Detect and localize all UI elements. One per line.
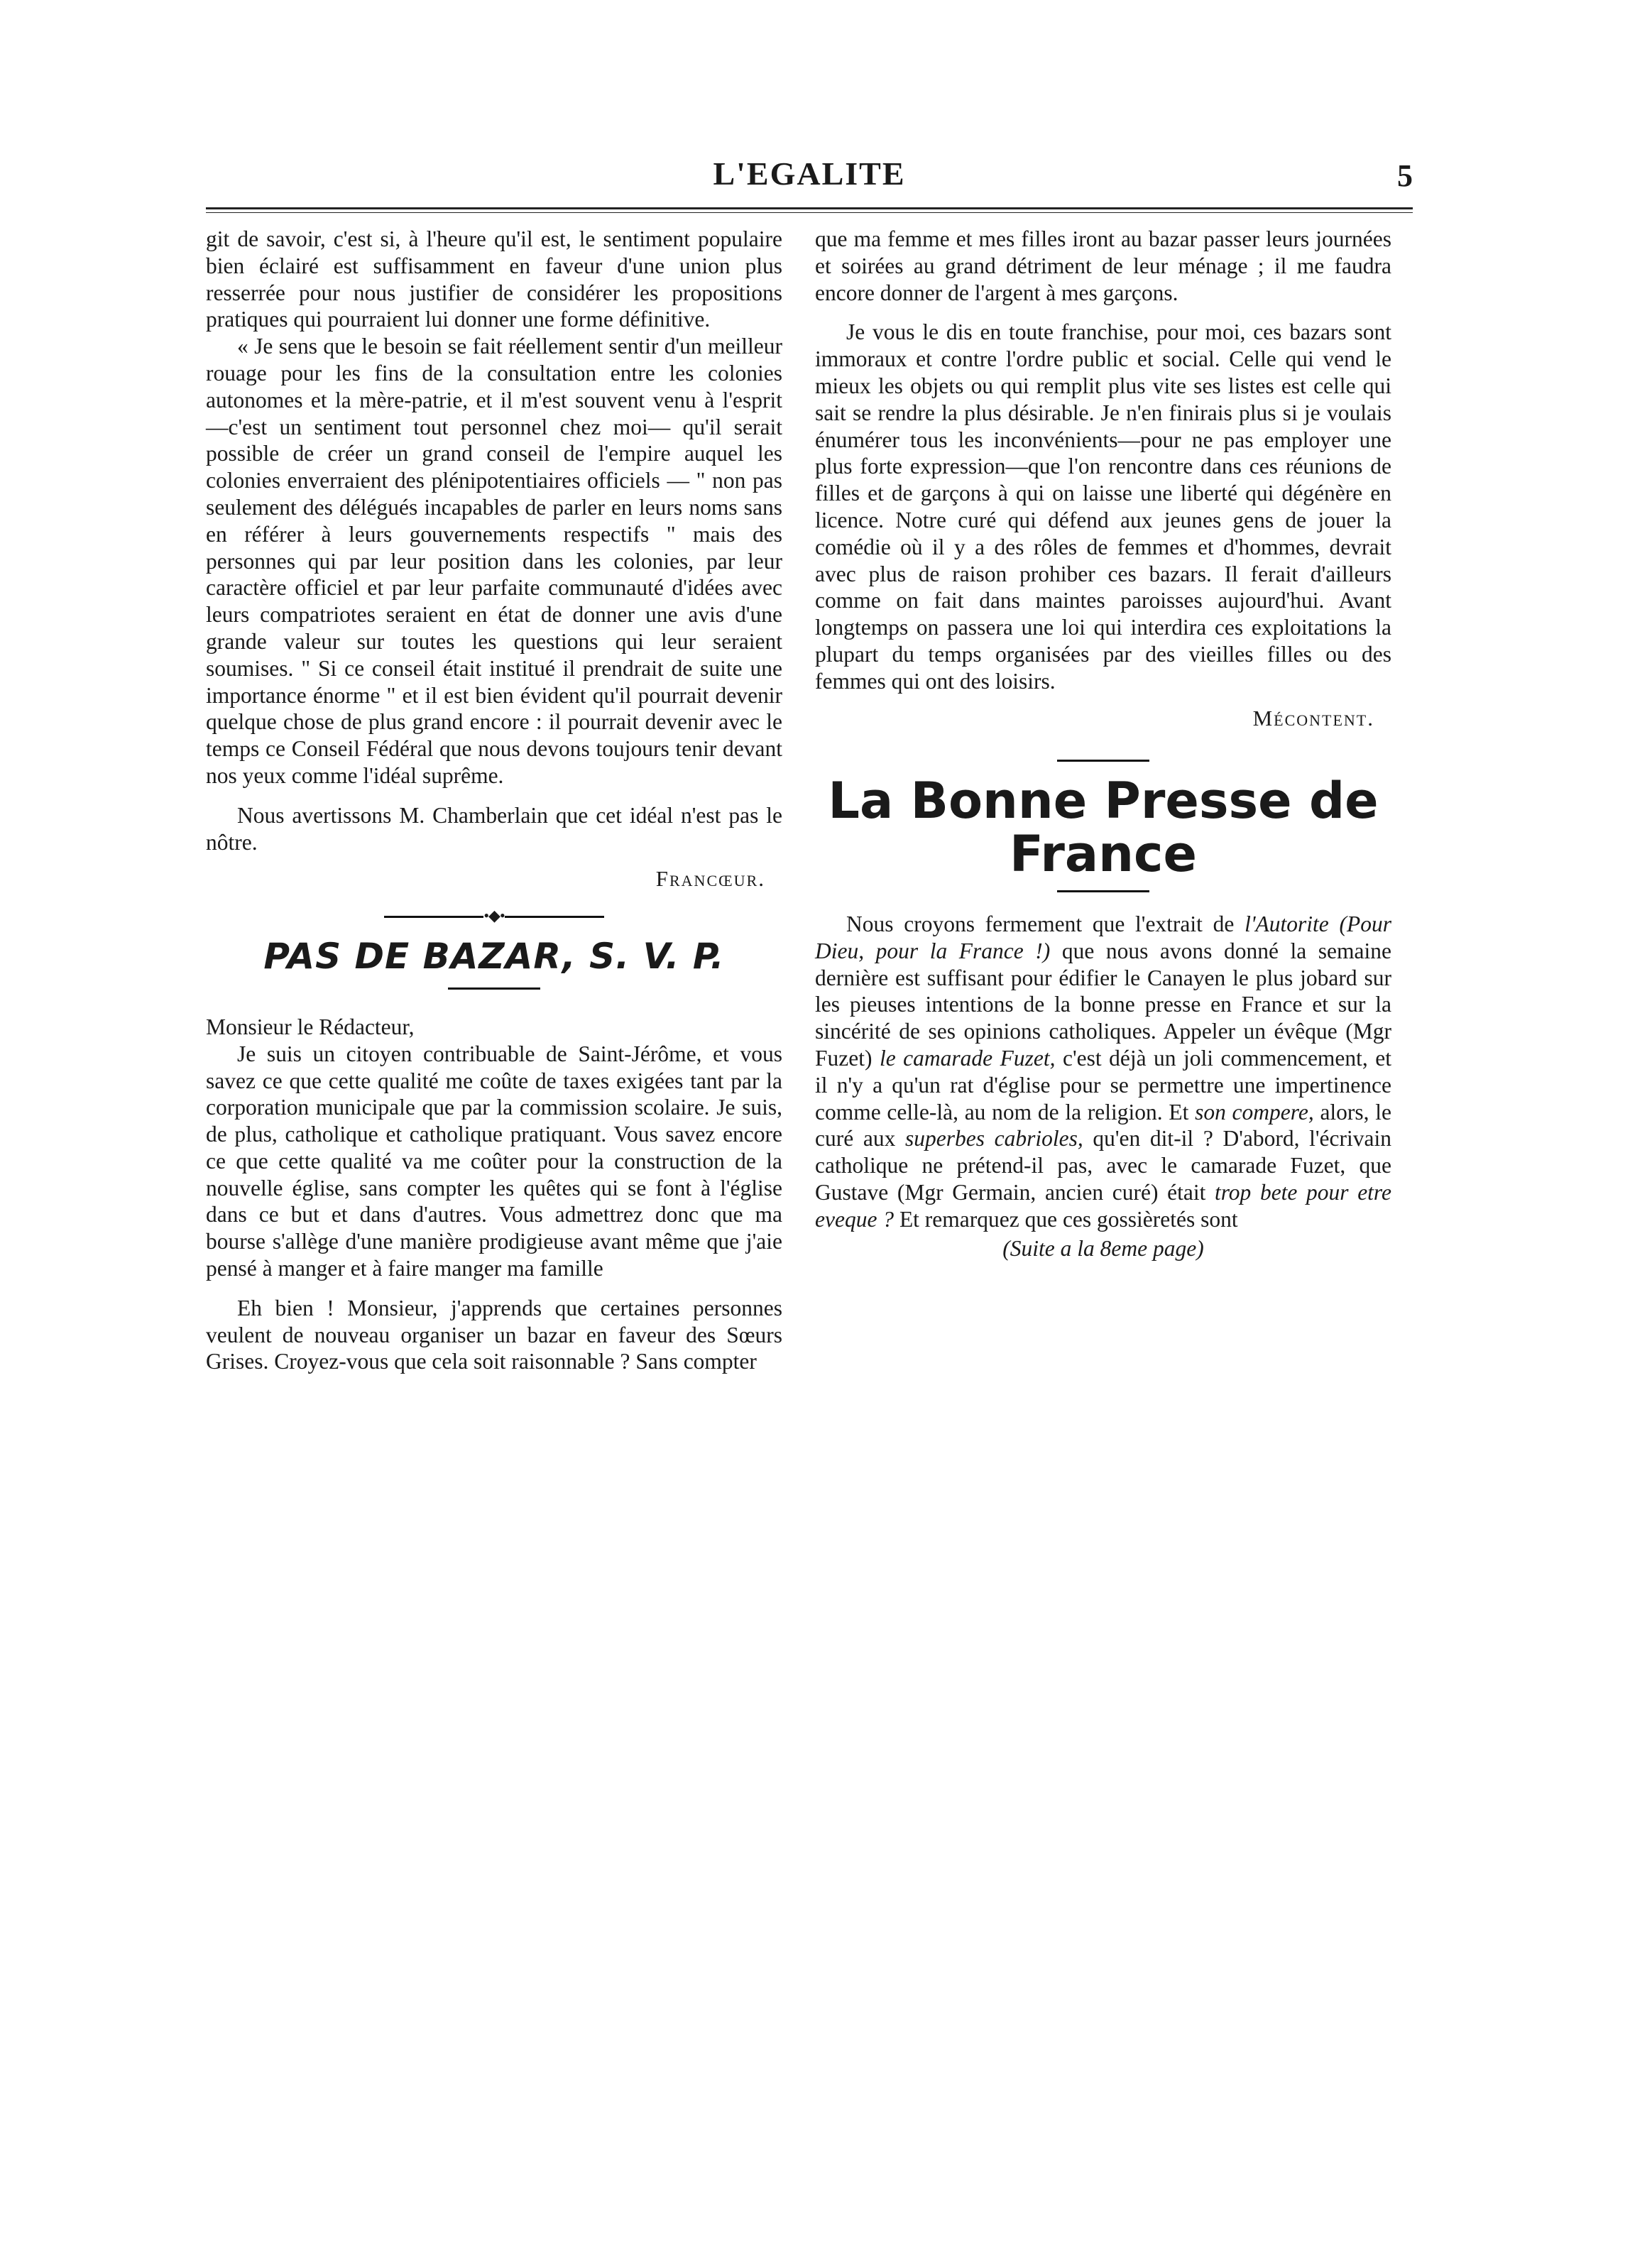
paragraph: Je suis un citoyen contribuable de Saint-Jérôme, et vous savez ce que cette qualité me coûte de taxes exigées tant par la corporation municipale que par la commission scolaire. Je suis, de plus, catholique et catholique pratiquant. Vous savez encore ce que cette qualité va me coûter pour la construction de la nouvelle église, sans compter les quêtes qui se font à l'église dans ce but et dans d'autres. Vous admettrez donc que ma bourse s'allège d'une manière prodigieuse avant même que j'aie pensé à manger et à faire manger ma famille (206, 1041, 782, 1281)
masthead-title: L'EGALITE (713, 155, 906, 192)
title-rule (1057, 890, 1149, 892)
ornament-divider: •◆• (206, 907, 782, 925)
left-column (206, 226, 782, 1375)
italic-text: l'Autorite (Pour Dieu, pour la France !) (815, 911, 1391, 963)
paragraph: git de savoir, c'est si, à l'heure qu'il est, le sentiment populaire bien éclairé est suffisamment en faveur d'une union plus resserrée pour nous justifier de considérer les propositions pratiques qui pourraient lui donner une forme définitive. (206, 226, 782, 332)
continued-notice: (Suite a la 8eme page) (1002, 1236, 1204, 1262)
article-title-presse: La Bonne Presse de France (828, 771, 1379, 884)
header-rule (206, 207, 1413, 213)
paragraph: Nous avertissons M. Chamberlain que cet idéal n'est pas le nôtre. (206, 802, 782, 855)
signature-mecontent: Mécontent. (1252, 705, 1374, 730)
italic-text: le camarade Fuzet, (879, 1045, 1056, 1071)
page-number: 5 (1397, 158, 1413, 193)
salutation: Monsieur le Rédacteur, (206, 1014, 415, 1039)
italic-text: superbes cabrioles, (904, 1126, 1083, 1151)
italic-text: son compere, (1195, 1099, 1314, 1124)
paragraph: « Je sens que le besoin se fait réellement sentir d'un meilleur rouage pour les fins de la consultation entre les colonies autonomes et la mère-patrie, et il m'est souvent venu à l'esprit —c'est un sentiment tout personnel chez moi— qu'il serait possible de créer un grand conseil de l'empire auquel les colonies enverraient des plénipotentiaires officiels — " non pas seulement des délégués incapables de parler en leurs noms sans en référer à leurs gouvernements respectifs " mais des personnes qui par leur position dans les colonies, par leur caractère officiel et par leur parfaite communauté d'idées avec leurs compatriotes seraient en état de donner une avis d'une grande valeur sur toutes les questions qui leur seraient soumises. " Si ce conseil était institué il prendrait de suite une importance énorme " et il est bien évident qu'il pourrait devenir quelque chose de plus grand encore : il pourrait devenir avec le temps ce Conseil Fédéral que nous devons toujours tenir devant nos yeux comme l'idéal suprême. (206, 334, 782, 788)
paragraph: Eh bien ! Monsieur, j'apprends que certaines personnes veulent de nouveau organiser un bazar en faveur des Sœurs Grises. Croyez-vous que cela soit raisonnable ? Sans compter (206, 1295, 782, 1374)
section-rule (1057, 760, 1149, 762)
paragraph: Je vous le dis en toute franchise, pour moi, ces bazars sont immoraux et contre l'ordre public et social. Celle qui vend le mieux les objets ou qui remplit plus vite ses listes est celle qui sait se rendre la plus désirable. Je n'en finirais plus si je voulais énumérer tous les inconvénients—pour ne pas employer une plus forte expression—que l'on rencontre dans ces réunions de filles et de garçons à qui on laisse une liberté qui dégénère en licence. Notre curé qui défend aux jeunes gens de jouer la comédie où il y a des rôles de femmes et d'hommes, devrait avec plus de raison prohiber ces bazars. Il ferait d'ailleurs comme on fait dans maintes paroisses aujourd'hui. Avant longtemps on passera une loi qui interdira ces exploitations la plupart du temps organisées par des vieilles filles ou des femmes qui ont des loisirs. (815, 319, 1391, 694)
right-column (815, 226, 1391, 1262)
article-title-bazar: PAS DE BAZAR, S. V. P. (263, 935, 725, 977)
signature-francoeur: Francœur. (655, 866, 765, 892)
paragraph: que ma femme et mes filles iront au bazar passer leurs journées et soirées au grand détriment de leur ménage ; il me faudra encore donner de l'argent à mes garçons. (815, 226, 1391, 305)
title-rule (448, 987, 540, 990)
paragraph: Nous croyons fermement que l'extrait de l'Autorite (Pour Dieu, pour la France !) que nous avons donné la semaine dernière est suffisant pour édifier le Canayen le plus jobard sur les pieuses intentions de la bonne presse en France et sur la sincérité de ses opinions catholiques. Appeler un évêque (Mgr Fuzet) le camarade Fuzet, c'est déjà un joli commencement, et il n'y a qu'un rat d'église pour se permettre une impertinence comme celle-là, au nom de la religion. Et son compere, alors, le curé aux superbes cabrioles, qu'en dit-il ? D'abord, l'écrivain catholique ne prétend-il pas, avec le camarade Fuzet, que Gustave (Mgr Germain, ancien curé) était trop bete pour etre eveque ? Et remarquez que ces gossièretés sont (815, 911, 1391, 1232)
page-header (206, 155, 1413, 197)
italic-text: trop bete pour etre eveque ? (815, 1179, 1391, 1232)
